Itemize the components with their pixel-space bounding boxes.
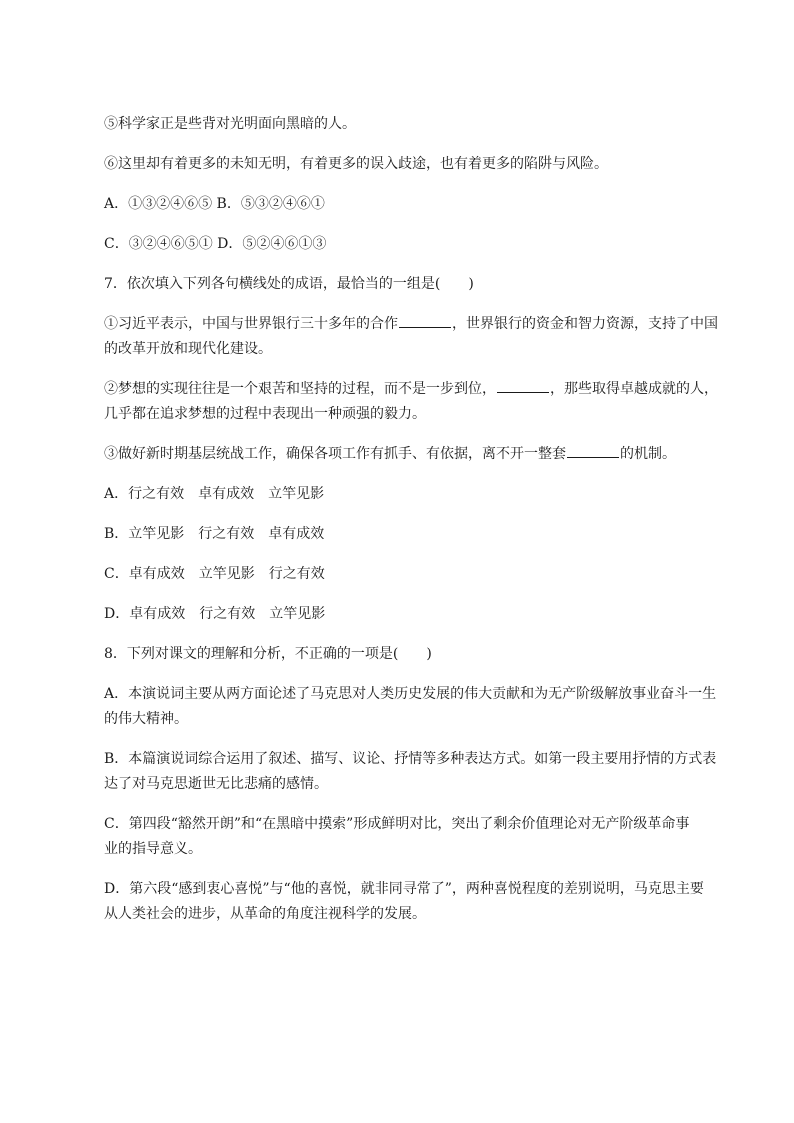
q7-s1-part2: ，世界银行的资金和智力资源，支持了中国: [452, 316, 718, 332]
option-b-word-3: 卓有成效: [268, 526, 325, 542]
sentence-5: ⑤科学家正是些背对光明面向黑暗的人。: [104, 116, 356, 132]
q8-option-b-line1: B．本篇演说词综合运用了叙述、描写、议论、抒情等多种表达方式。如第一段主要用抒情的方式表: [104, 751, 717, 767]
option-d-word-1: D．卓有成效: [104, 606, 186, 622]
option-c-word-2: 立竿见影: [198, 566, 255, 582]
sentence-6: ⑥这里却有着更多的未知无明，有着更多的误入歧途，也有着更多的陷阱与风险。: [104, 156, 608, 172]
q8-option-a-line1: A．本演说词主要从两方面论述了马克思对人类历史发展的伟大贡献和为无产阶级解放事业奋斗一生: [104, 686, 717, 702]
option-a-word-3: 立竿见影: [268, 486, 325, 502]
q7-sentence-1: [104, 313, 718, 335]
blank-3: [567, 443, 619, 458]
q7-stem: 7．依次填入下列各句横线处的成语，最恰当的一组是( ): [104, 276, 474, 292]
q7-s1-line2: 的改革开放和现代化建设。: [104, 341, 272, 357]
q7-option-c: [104, 563, 325, 585]
q8-stem: 8．下列对课文的理解和分析，不正确的一项是( ): [104, 646, 432, 662]
option-a-word-2: 卓有成效: [198, 486, 255, 502]
blank-1: [399, 313, 451, 328]
option-d-word-2: 行之有效: [199, 606, 256, 622]
q7-option-a: [104, 483, 324, 505]
blank-2: [497, 378, 549, 393]
q8-option-c-line2: 业的指导意义。: [104, 841, 202, 857]
q7-option-d: [104, 603, 325, 625]
option-d-word-3: 立竿见影: [269, 606, 326, 622]
option-c-word-3: 行之有效: [268, 566, 325, 582]
option-a-word-1: A．行之有效: [104, 486, 185, 502]
q7-s2-line2: 几乎都在追求梦想的过程中表现出一种顽强的毅力。: [104, 406, 426, 422]
q8-option-c-line1: C．第四段“豁然开朗”和“在黑暗中摸索”形成鲜明对比，突出了剩余价值理论对无产阶级革命事: [104, 816, 690, 832]
option-c-word-1: C．卓有成效: [104, 566, 185, 582]
q8-option-d-line1: D．第六段“感到衷心喜悦”与“他的喜悦，就非同寻常了”，两种喜悦程度的差别说明，马克思主要: [104, 881, 704, 897]
q8-option-a-line2: 的伟大精神。: [104, 711, 188, 727]
q7-s2-part1: ②梦想的实现往往是一个艰苦和坚持的过程，而不是一步到位，: [104, 381, 496, 397]
q7-s1-part1: ①习近平表示，中国与世界银行三十多年的合作: [104, 316, 398, 332]
q8-option-b-line2: 达了对马克思逝世无比悲痛的感情。: [104, 776, 328, 792]
q8-option-d-line2: 从人类社会的进步，从革命的角度注视科学的发展。: [104, 906, 426, 922]
option-b-word-1: B．立竿见影: [104, 526, 185, 542]
q7-s2-part2: ，那些取得卓越成就的人，: [550, 381, 718, 397]
q7-s3-part1: ③做好新时期基层统战工作，确保各项工作有抓手、有依据，离不开一整套: [104, 446, 566, 462]
q7-option-b: [104, 523, 324, 545]
q7-sentence-2: [104, 378, 718, 400]
q6-options-cd: C．③②④⑥⑤① D．⑤②④⑥①③: [104, 236, 327, 252]
q6-options-ab: A．①③②④⑥⑤ B．⑤③②④⑥①: [104, 196, 325, 212]
q7-sentence-3: [104, 443, 676, 465]
q7-s3-part2: 的机制。: [620, 446, 676, 462]
option-b-word-2: 行之有效: [198, 526, 255, 542]
